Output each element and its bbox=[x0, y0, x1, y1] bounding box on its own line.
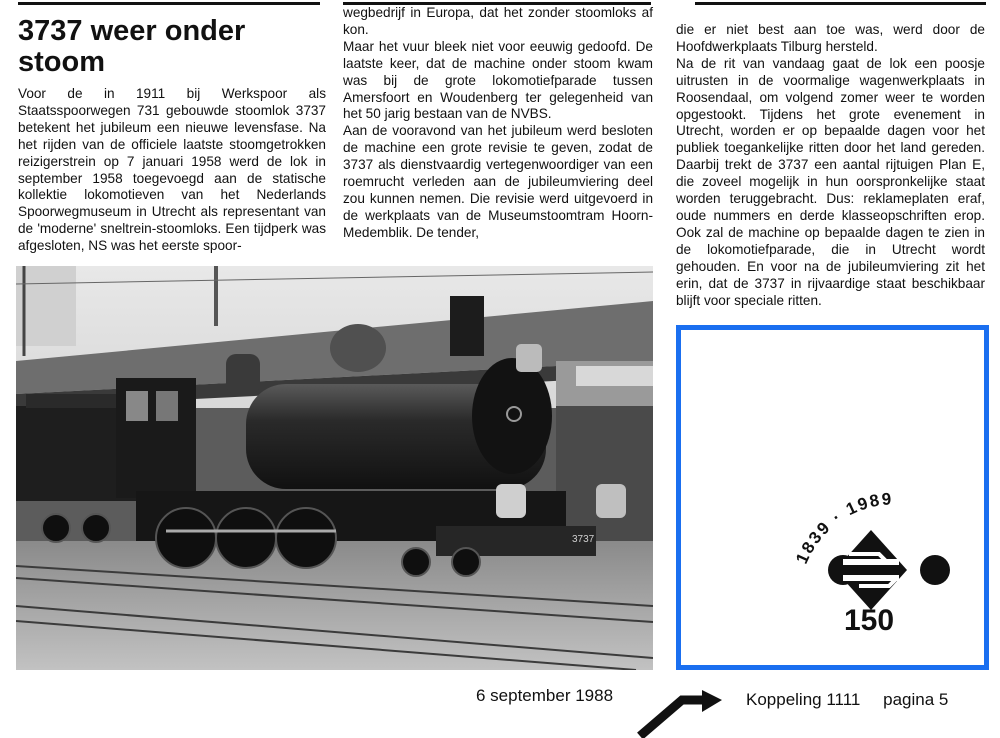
locomotive-photo bbox=[16, 266, 653, 670]
logo-number-text: 150 bbox=[843, 604, 895, 637]
loco-number-label: 3737 bbox=[572, 534, 595, 545]
column-2-para-1: wegbedrijf in Europa, dat het zonder stoomloks af kon. bbox=[343, 5, 653, 37]
column-3 bbox=[676, 22, 985, 309]
footer-date: 6 september 1988 bbox=[476, 686, 614, 705]
ns-logo-icon bbox=[681, 330, 984, 665]
arrow-icon bbox=[636, 690, 726, 738]
column-1-text: Voor de in 1911 bij Werkspoor als Staatsspoorwegen 731 gebouwde stoomlok 3737 betekent het jubileum een nieuwe levensfase. Na het rijden van de officiele laatste stoomgetrokken reizigerstrein op 7 januari 1958 werd de lok in september 1958 toegevoegd aan de statische kollektie lokomotieven van het Nederlands Spoorwegmuseum in Utrecht als representant van de 'moderne' sneltrein-stoomloks. Een tijdperk was afgesloten, NS was het eerste spoor- bbox=[18, 86, 326, 254]
footer-publication-name: Koppeling 1111 bbox=[746, 690, 861, 709]
footer-page-number: pagina 5 bbox=[883, 690, 949, 709]
footer-publication bbox=[746, 690, 966, 710]
top-rule-right bbox=[695, 2, 986, 5]
column-1 bbox=[18, 86, 326, 255]
column-2-para-2: Maar het vuur bleek niet voor eeuwig gedoofd. De laatste keer, dat de machine onder stoom kwam was bij de grote lokomotiefparade tussen Amersfoort en Woudenberg ter gelegenheid van het 50 jarig bestaan van de NVBS. bbox=[343, 38, 653, 122]
locomotive-illustration bbox=[16, 266, 653, 670]
column-2 bbox=[343, 5, 653, 242]
column-3-para-1: die er niet best aan toe was, werd door de Hoofdwerkplaats Tilburg hersteld. bbox=[676, 22, 985, 54]
column-2-para-3: Aan de vooravond van het jubileum werd besloten de machine een grote revisie te geven, zodat de 3737 als dienstvaardig vertegenwoordiger van een roemrucht verleden aan de jubileumviering deel zou kunnen nemen. Die revisie werd uitgevoerd in de werkplaats van de Museumstoomtram Hoorn-Medemblik. De tender, bbox=[343, 123, 653, 240]
article-title: 3737 weer onder stoom bbox=[18, 15, 246, 78]
logo-years-text: 1839 · 1989 bbox=[792, 489, 894, 567]
column-3-para-2: Na de rit van vandaag gaat de lok een poosje uitrusten in de voormalige wagenwerkplaats in Roosendaal, om volgend zomer weer te worden opgestookt. Tijdens het grote evenement in Utrecht, worden er op bepaalde dagen voor het publiek toegankelijke ritten door het land gereden. Daarbij trekt de 3737 een aantal rijtuigen Plan E, die zoveel mogelijk in hun oorspronkelijke staat worden teruggebracht. Dus: reklameplaten eraf, oude nummers en derde klasseopschriften erop. Ook zal de machine op bepaalde dagen te zien in de lokomotiefparade, die in Utrecht wordt gehouden. En voor na de jubileumviering zit het erin, dat de 3737 in rijvaardige staat beschikbaar blijft voor speciale ritten. bbox=[676, 55, 985, 308]
anniversary-logo-box bbox=[676, 325, 989, 670]
top-rule-left bbox=[18, 2, 320, 5]
